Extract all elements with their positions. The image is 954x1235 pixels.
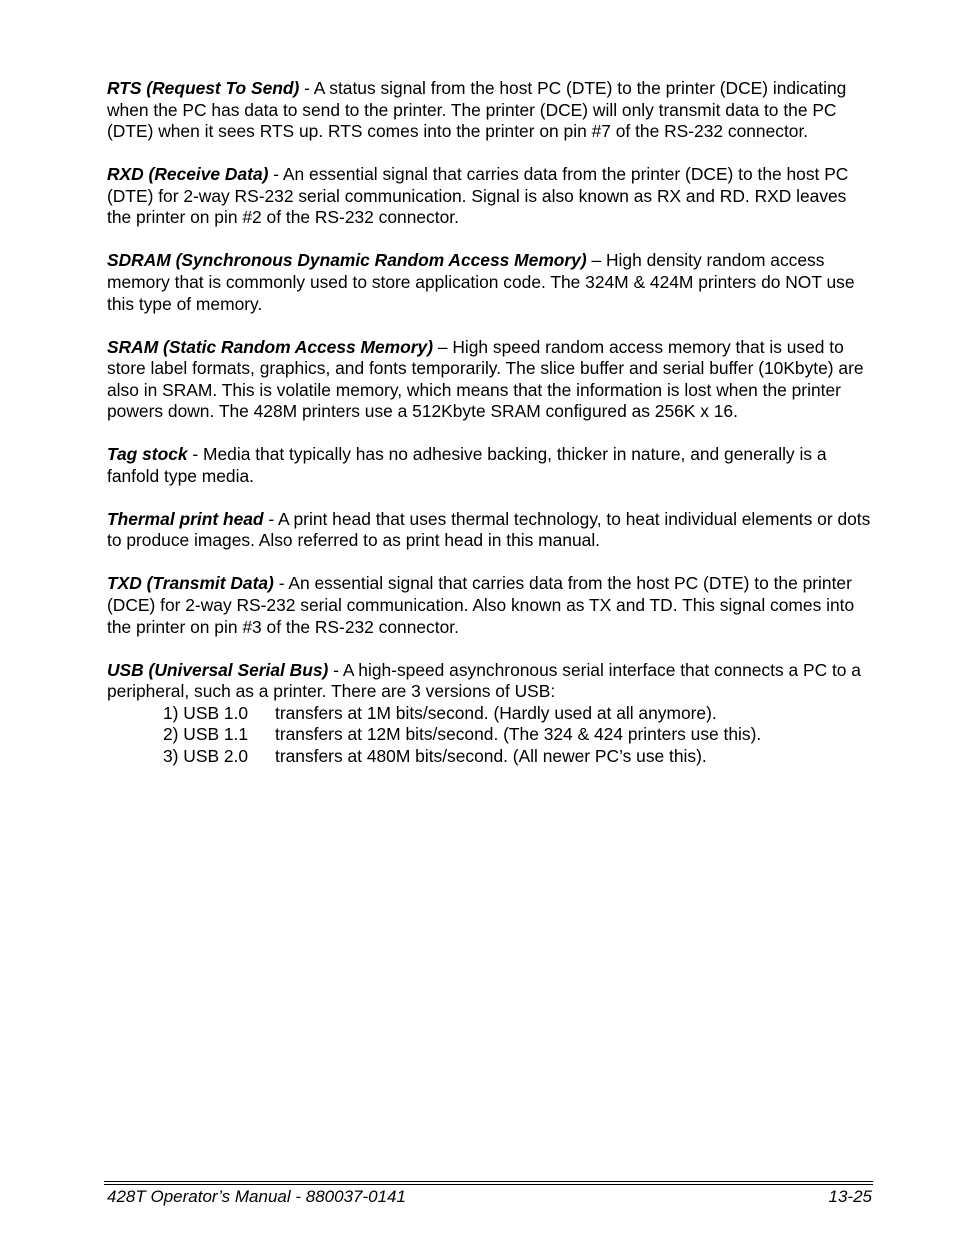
- usb-version-description: transfers at 12M bits/second. (The 324 & 424 printers use this).: [275, 724, 762, 745]
- usb-version-list: [107, 703, 873, 768]
- list-item: [107, 724, 873, 746]
- glossary-entry-tag-stock: [107, 444, 873, 487]
- glossary-definition: - A print head that uses thermal technology, to heat individual elements or dots to produce images. Also referred to as print head in this manual.: [107, 508, 871, 551]
- glossary-entry-rts: [107, 78, 873, 143]
- glossary-term: Thermal print head: [107, 508, 264, 529]
- glossary-definition: - Media that typically has no adhesive backing, thicker in nature, and generally is a fanfold type media.: [107, 444, 827, 486]
- usb-version-number: 2) USB 1.1: [163, 724, 249, 745]
- glossary-definition: - An essential signal that carries data from the printer (DCE) to the host PC (DTE) for 2-way RS-232 serial communication. Signal is also known as RX and RD. RXD leaves the printer on pin #2 of the RS-232 connector.: [107, 164, 849, 228]
- footer-divider: [104, 1181, 873, 1182]
- usb-version-description: transfers at 1M bits/second. (Hardly used at all anymore).: [275, 702, 717, 723]
- usb-version-number: 3) USB 2.0: [163, 745, 249, 766]
- glossary-entry-usb: [107, 660, 873, 703]
- glossary-term: RTS (Request To Send): [107, 78, 300, 98]
- glossary-definition: – High density random access memory that is commonly used to store application code. The 324M & 424M printers do NOT use this type of memory.: [107, 250, 855, 314]
- footer-page-number: 13-25: [828, 1187, 872, 1206]
- glossary-entry-sram: [107, 337, 873, 423]
- list-item: [107, 746, 873, 768]
- glossary-definition: - A status signal from the host PC (DTE) to the printer (DCE) indicating when the PC has data to send to the printer. The printer (DCE) will only transmit data to the PC (DTE) when it sees RTS up. RTS comes into the printer on pin #7 of the RS-232 connector.: [107, 78, 847, 142]
- glossary-entry-txd: [107, 573, 873, 638]
- usb-version-number: 1) USB 1.0: [163, 702, 249, 723]
- glossary-term: SRAM (Static Random Access Memory): [107, 336, 433, 357]
- glossary-term: TXD (Transmit Data): [107, 573, 274, 594]
- glossary-entry-rxd: [107, 164, 873, 229]
- footer-manual-title: 428T Operator’s Manual - 880037-0141: [107, 1187, 406, 1206]
- glossary-entry-thermal-print-head: [107, 509, 873, 552]
- glossary-term: SDRAM (Synchronous Dynamic Random Access Memory): [107, 250, 587, 271]
- glossary-term: RXD (Receive Data): [107, 164, 269, 185]
- glossary-definition: - A high-speed asynchronous serial interface that connects a PC to a peripheral, such as a printer. There are 3 versions of USB:: [107, 659, 861, 702]
- glossary-term: Tag stock: [107, 444, 188, 465]
- glossary-entry-sdram: [107, 250, 873, 315]
- footer-divider: [104, 1184, 873, 1185]
- list-item: [107, 703, 873, 725]
- glossary-definition: - An essential signal that carries data from the host PC (DTE) to the printer (DCE) for 2-way RS-232 serial communication. Also known as TX and TD. This signal comes into the printer on pin #3 of the RS-232 connector.: [107, 573, 855, 637]
- usb-version-description: transfers at 480M bits/second. (All newer PC’s use this).: [275, 745, 707, 766]
- glossary-body: [107, 78, 873, 768]
- glossary-term: USB (Universal Serial Bus): [107, 659, 329, 680]
- glossary-definition: – High speed random access memory that is used to store label formats, graphics, and fonts temporarily. The slice buffer and serial buffer (10Kbyte) are also in SRAM. This is volatile memory, which means that the information is lost when the printer powers down. The 428M printers use a 512Kbyte SRAM configured as 256K x 16.: [107, 336, 864, 422]
